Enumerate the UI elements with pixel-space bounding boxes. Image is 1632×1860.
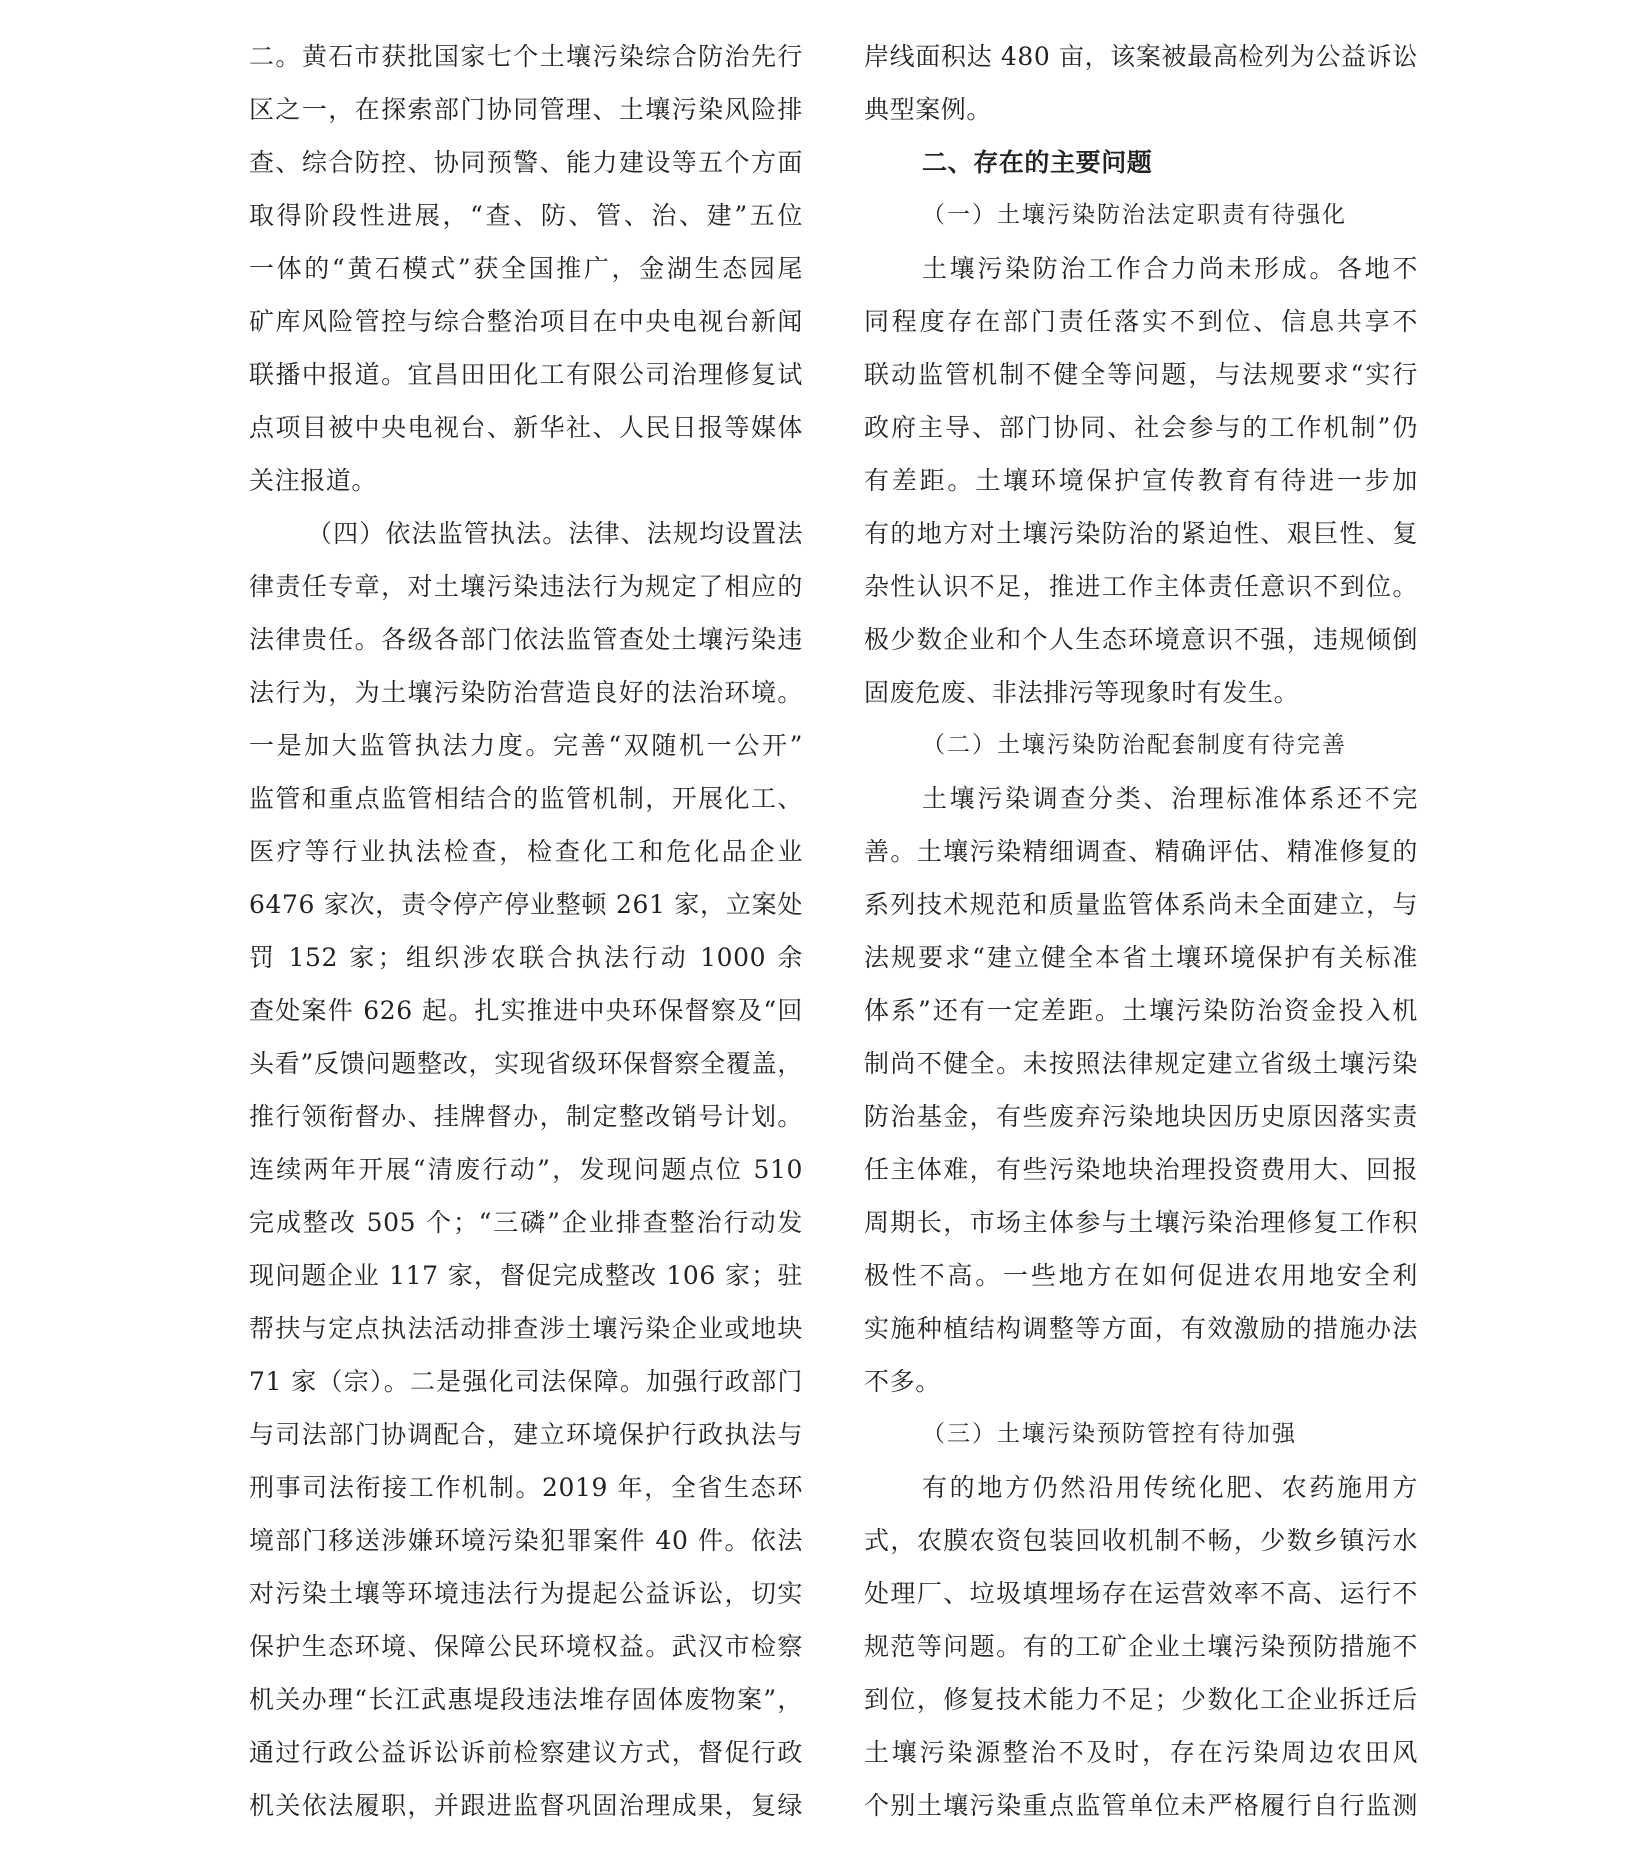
text-line: 机关依法履职，并跟进监督巩固治理成果，复绿: [249, 1791, 803, 1820]
text-line: 个别土壤污染重点监管单位未严格履行自行监测: [864, 1791, 1418, 1820]
text-line: 帮扶与定点执法活动排查涉土壤污染企业或地块: [249, 1314, 803, 1343]
text-line: 式，农膜农资包装回收机制不畅，少数乡镇污水: [864, 1526, 1418, 1555]
paragraph-first-line: （四）依法监管执法。法律、法规均设置法: [307, 519, 803, 548]
text-line: 极性不高。一些地方在如何促进农用地安全利: [864, 1261, 1418, 1290]
text-line: 周期长，市场主体参与土壤污染治理修复工作积: [864, 1208, 1418, 1237]
text-line: 杂性认识不足，推进工作主体责任意识不到位。: [864, 572, 1418, 601]
text-line: 政府主导、部门协同、社会参与的工作机制”仍: [864, 413, 1418, 442]
text-line: 有的地方对土壤污染防治的紧迫性、艰巨性、复: [864, 519, 1418, 548]
text-line: 二。黄石市获批国家七个土壤污染综合防治先行: [249, 42, 803, 71]
text-line: 境部门移送涉嫌环境污染犯罪案件 40 件。依法: [249, 1526, 803, 1555]
text-line: 实施种植结构调整等方面，有效激励的措施办法: [864, 1314, 1418, 1343]
text-line: 取得阶段性进展，“查、防、管、治、建”五位: [249, 201, 803, 230]
text-line: 固废危废、非法排污等现象时有发生。: [864, 678, 1300, 707]
subsection-heading: （三）土壤污染预防管控有待加强: [922, 1421, 1297, 1447]
text-line: 任主体难，有些污染地块治理投资费用大、回报: [864, 1155, 1418, 1184]
right-column: [864, 30, 1418, 1832]
text-line: 同程度存在部门责任落实不到位、信息共享不: [864, 307, 1418, 336]
text-line: 医疗等行业执法检查，检查化工和危化品企业: [249, 837, 803, 866]
text-line: 通过行政公益诉讼诉前检察建议方式，督促行政: [249, 1738, 803, 1767]
text-line: 法规要求“建立健全本省土壤环境保护有关标准: [864, 943, 1418, 972]
section-heading: 二、存在的主要问题: [922, 148, 1153, 177]
text-line: 法行为，为土壤污染防治营造良好的法治环境。: [249, 678, 803, 707]
text-line: 不多。: [864, 1367, 941, 1396]
text-line: 区之一，在探索部门协同管理、土壤污染风险排: [249, 95, 803, 124]
paragraph-first-line: 土壤污染防治工作合力尚未形成。各地不: [922, 254, 1418, 283]
text-line: 关注报道。: [249, 466, 378, 495]
text-line: 保护生态环境、保障公民环境权益。武汉市检察: [249, 1632, 803, 1661]
text-line: 规范等问题。有的工矿企业土壤污染预防措施不: [864, 1632, 1418, 1661]
text-line: 一体的“黄石模式”获全国推广，金湖生态园尾: [249, 254, 803, 283]
subsection-heading: （一）土壤污染防治法定职责有待强化: [922, 202, 1347, 228]
text-line: 与司法部门协调配合，建立环境保护行政执法与: [249, 1420, 803, 1449]
text-line: 现问题企业 117 家，督促完成整改 106 家；驻: [249, 1261, 803, 1290]
paragraph-first-line: 土壤污染调查分类、治理标准体系还不完: [922, 784, 1418, 813]
text-line: 连续两年开展“清废行动”，发现问题点位 510: [249, 1155, 803, 1184]
text-line: 善。土壤污染精细调查、精确评估、精准修复的: [864, 837, 1418, 866]
text-line: 71 家（宗）。二是强化司法保障。加强行政部门: [249, 1367, 803, 1396]
text-line: 联播中报道。宜昌田田化工有限公司治理修复试: [249, 360, 803, 389]
text-line: 到位，修复技术能力不足；少数化工企业拆迁后: [864, 1685, 1418, 1714]
text-line: 头看”反馈问题整改，实现省级环保督察全覆盖，: [249, 1049, 803, 1078]
text-line: 体系”还有一定差距。土壤污染防治资金投入机: [864, 996, 1418, 1025]
text-line: 处理厂、垃圾填埋场存在运营效率不高、运行不: [864, 1579, 1418, 1608]
text-line: 防治基金，有些废弃污染地块因历史原因落实责: [864, 1102, 1418, 1131]
text-line: 律责任专章，对土壤污染违法行为规定了相应的: [249, 572, 803, 601]
text-line: 法律贵任。各级各部门依法监管查处土壤污染违: [249, 625, 803, 654]
text-line: 推行领衔督办、挂牌督办，制定整改销号计划。: [249, 1102, 803, 1131]
text-line: 查、综合防控、协同预警、能力建设等五个方面: [249, 148, 803, 177]
text-line: 有差距。土壤环境保护宣传教育有待进一步加: [864, 466, 1418, 495]
text-line: 查处案件 626 起。扎实推进中央环保督察及“回: [249, 996, 803, 1025]
text-line: 监管和重点监管相结合的监管机制，开展化工、: [249, 784, 803, 813]
text-line: 系列技术规范和质量监管体系尚未全面建立，与: [864, 890, 1418, 919]
text-line: 联动监管机制不健全等问题，与法规要求“实行: [864, 360, 1418, 389]
text-line: 罚 152 家；组织涉农联合执法行动 1000 余: [249, 943, 803, 972]
text-line: 岸线面积达 480 亩，该案被最高检列为公益诉讼: [864, 42, 1418, 71]
paragraph-first-line: 有的地方仍然沿用传统化肥、农药施用方: [922, 1473, 1418, 1502]
text-line: 制尚不健全。未按照法律规定建立省级土壤污染: [864, 1049, 1418, 1078]
text-line: 机关办理“长江武惠堤段违法堆存固体废物案”，: [249, 1685, 803, 1714]
text-line: 土壤污染源整治不及时，存在污染周边农田风: [864, 1738, 1418, 1767]
text-line: 点项目被中央电视台、新华社、人民日报等媒体: [249, 413, 803, 442]
text-line: 矿库风险管控与综合整治项目在中央电视台新闻: [249, 307, 803, 336]
text-line: 一是加大监管执法力度。完善“双随机一公开”: [249, 731, 803, 760]
text-line: 完成整改 505 个；“三磷”企业排查整治行动发: [249, 1208, 803, 1237]
left-column: [249, 30, 803, 1832]
text-line: 对污染土壤等环境违法行为提起公益诉讼，切实: [249, 1579, 803, 1608]
text-line: 典型案例。: [864, 95, 993, 124]
text-line: 刑事司法衔接工作机制。2019 年，全省生态环: [249, 1473, 803, 1502]
text-line: 极少数企业和个人生态环境意识不强，违规倾倒: [864, 625, 1418, 654]
subsection-heading: （二）土壤污染防治配套制度有待完善: [922, 732, 1347, 758]
text-line: 6476 家次，责令停产停业整顿 261 家，立案处: [249, 890, 803, 919]
